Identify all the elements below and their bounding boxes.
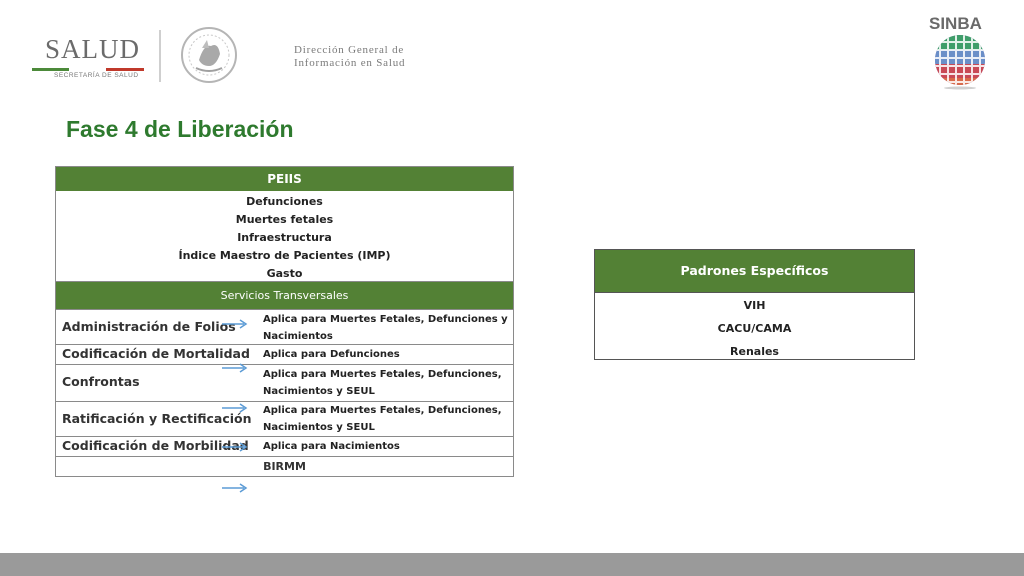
peiis-item: Gasto	[266, 267, 303, 280]
dgis-line-1: Dirección General de	[294, 44, 405, 56]
service-applies: Aplica para Muertes Fetales, Defunciones y Nacimientos	[263, 314, 508, 342]
footer-bar	[0, 553, 1024, 576]
section-header-servicios: Servicios Transversales	[56, 281, 513, 309]
sinba-globe-icon	[932, 34, 988, 90]
padrones-header: Padrones Específicos	[595, 250, 914, 292]
peiis-header: PEIIS	[56, 167, 513, 191]
peiis-item: Muertes fetales	[235, 213, 334, 226]
salud-logo-text: SALUD	[45, 34, 141, 64]
salud-logo	[32, 34, 150, 82]
table-row	[56, 344, 513, 364]
service-name: Codificación de Morbilidad	[62, 438, 249, 453]
service-name: Ratificación y Rectificación	[62, 411, 252, 426]
peiis-item: Infraestructura	[237, 231, 332, 244]
padron-item: Renales	[730, 345, 779, 358]
arrow-right-icon	[222, 403, 248, 413]
service-applies: Aplica para Muertes Fetales, Defunciones, Nacimientos y SEUL	[263, 369, 502, 397]
peiis-item: Defunciones	[246, 195, 323, 208]
salud-logo-stripe	[32, 68, 144, 71]
arrow-right-icon	[222, 442, 248, 452]
padron-item: CACU/CAMA	[717, 322, 792, 335]
peiis-item: Índice Maestro de Pacientes (IMP)	[178, 249, 391, 262]
peiis-table	[55, 166, 514, 477]
national-seal-icon	[180, 26, 238, 84]
service-name: Confrontas	[62, 374, 140, 389]
arrow-right-icon	[222, 483, 248, 493]
page-title: Fase 4 de Liberación	[66, 116, 294, 142]
service-name: Administración de Folios	[62, 319, 236, 334]
service-applies: Aplica para Nacimientos	[263, 441, 400, 452]
padrones-table	[594, 249, 915, 360]
dgis-logo-text	[294, 44, 405, 70]
service-applies: Aplica para Muertes Fetales, Defunciones, Nacimientos y SEUL	[263, 405, 502, 433]
peiis-list	[56, 191, 513, 281]
table-row	[56, 436, 513, 456]
sinba-logo-text: SINBA	[929, 14, 982, 33]
salud-logo-subtitle: SECRETARÍA DE SALUD	[54, 72, 139, 79]
service-applies: Aplica para Defunciones	[263, 349, 400, 360]
birmm-label: BIRMM	[56, 456, 513, 476]
table-row	[56, 364, 513, 401]
dgis-line-2: Información en Salud	[294, 57, 406, 69]
padron-item: VIH	[743, 299, 766, 312]
table-row	[56, 309, 513, 344]
arrow-right-icon	[222, 319, 248, 329]
padrones-list	[595, 292, 914, 363]
service-name: Codificación de Mortalidad	[62, 346, 250, 361]
table-row	[56, 401, 513, 436]
arrow-right-icon	[222, 363, 248, 373]
header-divider	[159, 30, 161, 82]
